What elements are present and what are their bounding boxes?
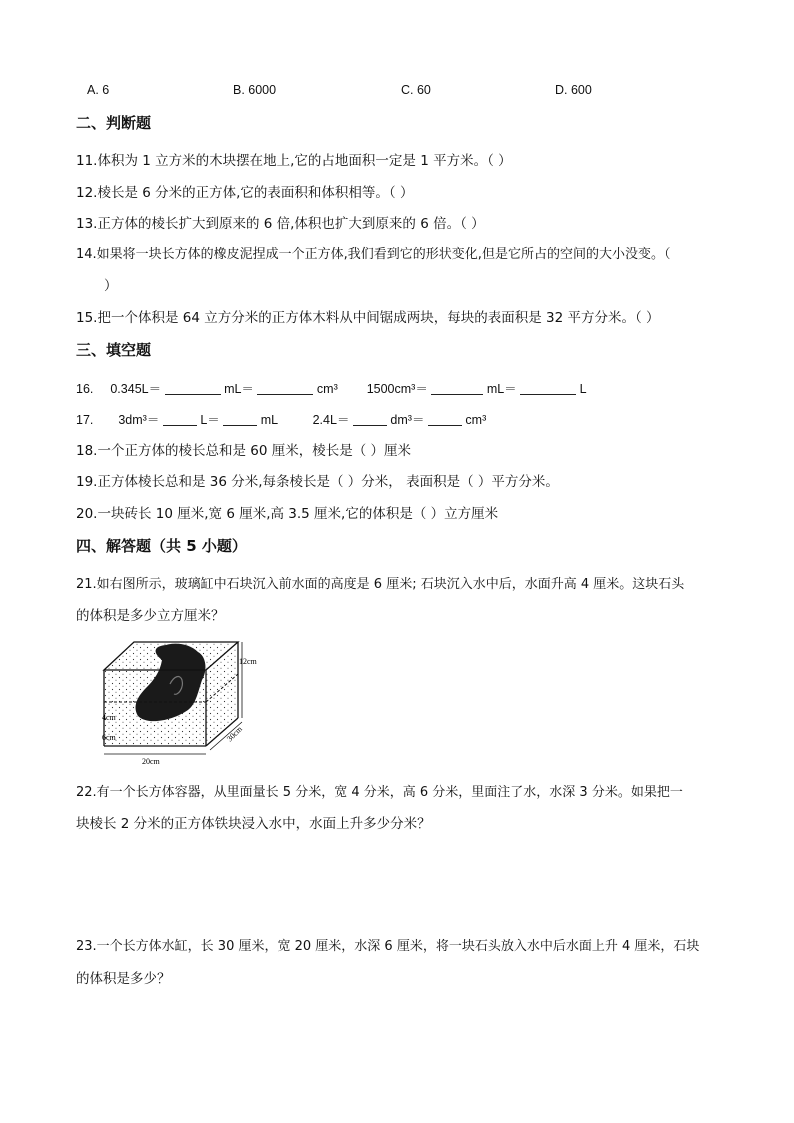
question-17-text: mL [260,413,278,427]
choice-b[interactable]: B. 6000 [233,83,277,97]
question-16-number: 16. [76,382,94,396]
question-17-text: L＝ [200,413,220,427]
choice-d[interactable]: D. 600 [555,83,592,97]
rise-label: 4cm [102,713,116,722]
answer-blank[interactable] [353,411,387,426]
answer-blank[interactable] [165,380,221,395]
question-17-text: 2.4L＝ [312,413,350,427]
fish-tank-figure [104,640,264,772]
answer-blank[interactable] [520,380,576,395]
answer-blank[interactable] [428,411,462,426]
question-13: 13.正方体的棱长扩大到原来的 6 倍,体积也扩大到原来的 6 倍。（ ） [76,216,485,232]
question-12: 12.棱长是 6 分米的正方体,它的表面积和体积相等。（ ） [76,185,414,201]
section-title-solve: 四、解答题（共 5 小题） [76,537,247,555]
question-16-text: cm³ [316,382,338,396]
question-23-cont: 的体积是多少？ [76,971,171,987]
question-18: 18.一个正方体的棱长总和是 60 厘米，棱长是（ ）厘米 [76,443,412,459]
question-16-text: L [579,382,587,396]
question-16-text: mL＝ [486,382,517,396]
choice-a[interactable]: A. 6 [87,83,110,97]
question-17-text: 3dm³＝ [118,413,160,427]
question-22-cont: 块棱长 2 分米的正方体铁块浸入水中，水面上升多少分米？ [76,816,431,832]
question-21: 21.如右图所示，玻璃缸中石块沉入前水面的高度是 6 厘米; 石块沉入水中后，水面升高 4 厘米。这块石头 [76,577,685,592]
question-15: 15.把一个体积是 64 立方分米的正方体木料从中间锯成两块，每块的表面积是 32 平方分米。（ ） [76,310,660,326]
question-16-text: mL＝ [224,382,254,396]
answer-blank[interactable] [163,411,197,426]
depth-label: 6cm [102,733,116,742]
section-title-fill-blank: 三、填空题 [76,341,152,359]
answer-blank[interactable] [257,380,313,395]
question-17 [76,411,486,429]
choice-options [0,83,794,101]
question-14: 14.如果将一块长方体的橡皮泥捏成一个正方体,我们看到它的形状变化,但是它所占的空间的大小没变。（ [76,247,671,262]
choice-c[interactable]: C. 60 [401,83,431,97]
width-label: 30cm [225,724,244,744]
question-20: 20.一块砖长 10 厘米,宽 6 厘米,高 3.5 厘米,它的体积是（ ）立方厘米 [76,506,499,522]
height-label: 12cm [239,657,257,666]
question-19: 19.正方体棱长总和是 36 分米,每条棱长是（ ）分米， 表面积是（ ）平方分米。 [76,474,559,490]
question-23: 23.一个长方体水缸，长 30 厘米，宽 20 厘米，水深 6 厘米，将一块石头放入水中后水面上升 4 厘米，石块 [76,939,700,954]
question-11: 11.体积为 1 立方米的木块摆在地上,它的占地面积一定是 1 平方米。（ ） [76,153,512,169]
question-16-text: 1500cm³＝ [366,382,428,396]
question-16-text: 0.345L＝ [110,382,162,396]
section-title-judgement: 二、判断题 [76,114,152,132]
question-17-text: dm³＝ [390,413,425,427]
answer-blank[interactable] [223,411,257,426]
question-14-bracket: ） [104,278,118,294]
question-22: 22.有一个长方体容器，从里面量长 5 分米，宽 4 分米，高 6 分米，里面注了水，水深 3 分米。如果把一 [76,785,683,800]
question-17-number: 17. [76,413,94,427]
answer-blank[interactable] [431,380,483,395]
question-21-cont: 的体积是多少立方厘米？ [76,608,225,624]
question-16 [76,380,587,398]
length-label: 20cm [142,757,160,766]
question-17-text: cm³ [465,413,487,427]
